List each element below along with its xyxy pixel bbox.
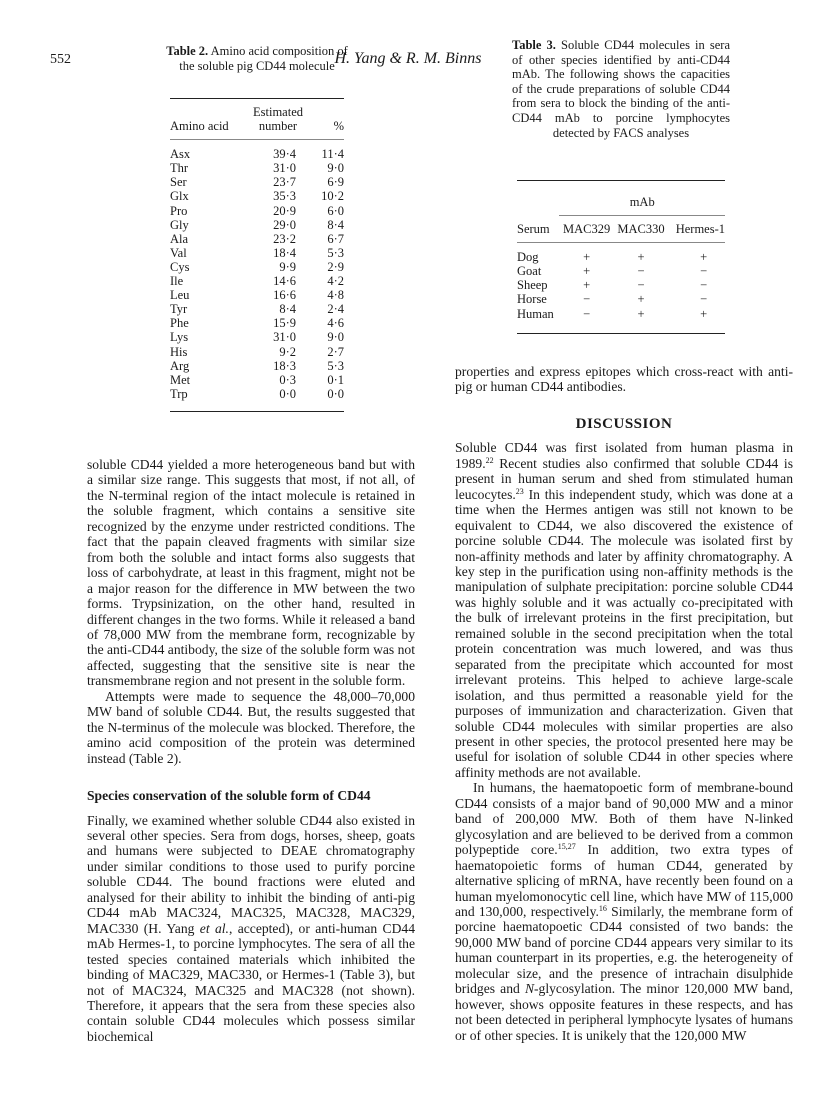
table2-cell: Ile [170, 274, 184, 289]
text-italic: et al. [199, 920, 229, 936]
table2-cell: 11·4 [321, 147, 344, 162]
table2-cell: 6·0 [327, 203, 344, 218]
table2-cell: 20·9 [273, 203, 296, 218]
page-number: 552 [50, 52, 71, 67]
table2-cell: 8·4 [327, 217, 344, 232]
table3-header: MAC329 [559, 216, 613, 243]
running-title: H. Yang & R. M. Binns [334, 50, 482, 67]
table3-header: MAC330 [614, 216, 668, 243]
table2-row [170, 175, 344, 189]
table3-cell: − [637, 264, 645, 279]
table2-row [170, 161, 344, 175]
table2-row [170, 204, 344, 218]
table2-row [170, 387, 344, 401]
table2-cell: 29·0 [273, 217, 296, 232]
table2-cell: 9·9 [279, 259, 296, 274]
table2-cell: Asx [170, 147, 191, 162]
text: -glycosylation. The minor 120,000 MW band, however, shows opposite features in these respects, and has not been detected in peripheral lymphocyte lysates of humans or of other species. It is unikely that the 120,000 MW [455, 981, 793, 1043]
table3-cell: + [583, 278, 591, 293]
table2-row [170, 246, 344, 260]
table2-row [170, 288, 344, 302]
table2-caption-text: Amino acid composition of the soluble pig CD44 molecule [179, 44, 348, 73]
paragraph: soluble CD44 yielded a more heterogeneous band but with a similar size range. This suggests that most, if not all, of the N-terminal region of the intact molecule is retained in the soluble fragment, which contains a sensitive site recognized by the enzyme under restricted conditions. The fact that the papain cleaved fragments with similar size from both the soluble and intact forms also suggests that loss of carbohydrate, at least in this fragment, might not be a major reason for the difference in MW between the two forms. Trypsinization, on the other hand, resulted in different changes in the two forms. While it released a band of 78,000 MW from the membrane form, recognizable by the anti-CD44 antibody, the size of the soluble form was not affected, suggesting that the sensitive site is near the transmembrane region and not present in the soluble form. [87, 457, 415, 689]
table2-cell: 9·2 [279, 344, 296, 359]
table2-cell: 9·0 [327, 330, 344, 345]
table2-cell: 2·7 [327, 344, 344, 359]
paragraph [87, 813, 415, 1045]
table2-cell: His [170, 344, 188, 359]
table3-row [517, 292, 725, 306]
reference: 16 [598, 903, 607, 913]
reference: 15,27 [557, 842, 576, 852]
table3-row [517, 278, 725, 292]
table2-cell: 2·4 [327, 302, 344, 317]
table2-cell: 31·0 [273, 161, 296, 176]
table2-cell: 2·9 [327, 259, 344, 274]
table3-cell: − [583, 306, 591, 321]
text-italic: N [524, 981, 535, 997]
table2-cell: Cys [170, 259, 190, 274]
table2-row [170, 232, 344, 246]
table3-cell: Horse [517, 292, 547, 307]
table2-cell: Ser [170, 175, 187, 190]
text: , accepted), or anti-human CD44 mAb Hermes-1, to porcine lymphocytes. The sera of all the tested species contained materials which inhibited the binding of MAC329, MAC330, or Hermes-1 (Table 3), but not of MAC324, MAC325 and MAC328 (not shown). Therefore, it appears that the sera from these species also contain soluble CD44 molecules which possess similar biochemical [87, 920, 415, 1044]
text: Soluble CD44 was first isolated from human plasma in 1989. [455, 440, 793, 471]
table3-header: Serum [517, 216, 559, 243]
table3-cell: + [583, 250, 591, 265]
section-heading: Species conservation of the soluble form of CD44 [87, 788, 371, 804]
table2-row [170, 189, 344, 203]
text: In addition, two extra types of haematopoietic forms of human CD44, generated by alternative splicing of mRNA, have recently been found on a human myelomonocytic cell line, which have MW of 115,000 and 130,000, respectively. [455, 842, 793, 919]
table2-cell: 6·7 [327, 231, 344, 246]
table2-cell: Pro [170, 203, 188, 218]
table2-cell: 0·3 [279, 372, 296, 387]
table2-row [170, 359, 344, 373]
table3-cell: Dog [517, 250, 539, 265]
table3-cell: + [700, 250, 708, 265]
table3-cell: − [700, 264, 708, 279]
table3-header: Hermes-1 [668, 216, 725, 243]
table3-cell: − [700, 292, 708, 307]
table2-cell: 14·6 [273, 274, 296, 289]
table2-row [170, 140, 344, 162]
paragraph [455, 780, 793, 1043]
table2-cell: 5·3 [327, 358, 344, 373]
table2-cell: Ala [170, 231, 189, 246]
table2-cell: 39·4 [273, 147, 296, 162]
table3-cell: + [583, 264, 591, 279]
table3-caption-text: Soluble CD44 molecules in sera of other species identified by anti-CD44 mAb. The following shows the capacities of the crude preparations of soluble CD44 from sera to block the binding of the anti-CD44 mAb to porcine lymphocytes detected by FACS analyses [512, 38, 730, 140]
table2-cell: 6·9 [327, 175, 344, 190]
table2-row [170, 316, 344, 330]
table2-cell: 0·0 [327, 386, 344, 401]
table2-cell: 15·9 [273, 316, 296, 331]
table2-cell: 4·8 [327, 288, 344, 303]
table2-cell: 8·4 [279, 302, 296, 317]
table2 [170, 98, 344, 412]
table2-cell: 31·0 [273, 330, 296, 345]
table2-cell: Gly [170, 217, 189, 232]
table2-cell: Leu [170, 288, 190, 303]
table2-cell: Glx [170, 189, 189, 204]
table2-cell: Val [170, 245, 187, 260]
table2-cell: Trp [170, 386, 188, 401]
text: Recent studies also confirmed that soluble CD44 is present in human serum and shed from stimulated human leucocytes. [455, 455, 793, 502]
table2-cell: Arg [170, 358, 190, 373]
table3-row [517, 264, 725, 278]
table2-header: % [310, 105, 344, 140]
table2-row [170, 373, 344, 387]
text: Finally, we examined whether soluble CD44 also existed in several other species. Sera from dogs, horses, sheep, goats and humans were subjected to DEAE chromatography under similar conditions to those used to purify porcine soluble CD44. The bound fractions were eluted and analysed for their ability to inhibit the binding of anti-pig CD44 mAb MAC324, MAC325, MAC328, MAC329, MAC330 (H. Yang [87, 812, 415, 936]
table2-cell: 0·0 [279, 386, 296, 401]
table3-cell: − [583, 292, 591, 307]
table2-row [170, 330, 344, 344]
table3-cell: Sheep [517, 278, 548, 293]
table3-cell: Goat [517, 264, 542, 279]
right-column [455, 364, 793, 1043]
table2-cell: 9·0 [327, 161, 344, 176]
table3-cell: − [700, 278, 708, 293]
table2-row [170, 260, 344, 274]
table2-cell: 10·2 [321, 189, 344, 204]
table3-cell: Human [517, 306, 554, 321]
table3-cell: + [637, 292, 645, 307]
reference: 22 [485, 455, 494, 465]
table3-row [517, 243, 725, 265]
table3-caption [512, 38, 730, 140]
text: In this independent study, which was done at a time when the Hermes antigen was still not known to be equivalent to CD44, we also discovered the existence of porcine soluble CD44. The molecule was isolated first by non-affinity methods and later by affinity chromatography. A key step in the purification using non-affinity methods is the manipulation of sulphate precipitation: porcine soluble CD44 was highly soluble and it was actually co-precipitated with the bulk of irrelevant proteins in the first precipitation, but remained soluble in the second precipitation when the total protein concentration was much lowered, and was thus separated from the precipitate which accounted for most irrelevant proteins. This helped to achieve large-scale isolation, and thus permitted a reasonable yield for the purposes of immunization and characterization. Given that soluble CD44 molecules with similar properties are also present in other species, the protocol presented here may be useful for isolation of soluble CD44 in other species where affinity methods are not available. [455, 486, 793, 780]
table2-cell: Thr [170, 161, 189, 176]
table2-header: Amino acid [170, 105, 246, 140]
paragraph: properties and express epitopes which cross-react with anti-pig or human CD44 antibodies. [455, 364, 793, 395]
table3-row [517, 307, 725, 321]
table2-cell: 18·4 [273, 245, 296, 260]
table3-cell: + [637, 250, 645, 265]
table2-cell: 4·6 [327, 316, 344, 331]
table2-cell: 16·6 [273, 288, 296, 303]
table3 [517, 180, 725, 334]
table2-cell: 35·3 [273, 189, 296, 204]
text: Similarly, the membrane form of porcine haematopoetic CD44 consisted of two bands: the 90,000 MW band of porcine CD44 appears very similar to its human counterpart in its properties, e.g. the heterogeneity of molecular size, and the presence of intrachain disulphide bridges and [455, 903, 793, 997]
table2-row [170, 302, 344, 316]
table2-cell: 23·7 [273, 175, 296, 190]
text: In humans, the haematopoetic form of membrane-bound CD44 consists of a major band of 90,000 MW and a minor band of 200,000 MW. Both of them have N-linked glycosylation and are believed to be derived from a common polypeptide core. [455, 780, 793, 858]
table3-cell: + [637, 306, 645, 321]
paragraph: Attempts were made to sequence the 48,000–70,000 MW band of soluble CD44. But, the results suggested that the N-terminus of the molecule was blocked. Therefore, the amino acid composition of the protein was determined instead (Table 2). [87, 688, 415, 766]
table2-cell: Met [170, 372, 191, 387]
table2-cell: Tyr [170, 302, 188, 317]
table2-cell: Phe [170, 316, 189, 331]
table2-cell: 5·3 [327, 245, 344, 260]
table3-cell: + [700, 306, 708, 321]
table2-header: Estimated number [246, 105, 310, 140]
table2-row [170, 274, 344, 288]
table3-cell: − [637, 278, 645, 293]
table3-caption-label: Table 3. [512, 38, 556, 52]
reference: 23 [515, 486, 524, 496]
table2-cell: 23·2 [273, 231, 296, 246]
left-column [87, 457, 415, 1044]
table2-row [170, 345, 344, 359]
table2-row [170, 218, 344, 232]
table2-cell: 4·2 [327, 274, 344, 289]
paragraph [455, 440, 793, 780]
table2-caption [160, 44, 354, 73]
table2-cell: 0·1 [327, 372, 344, 387]
table3-group-header: mAb [559, 195, 725, 216]
table2-cell: Lys [170, 330, 189, 345]
discussion-heading: DISCUSSION [575, 415, 673, 432]
table2-cell: 18·3 [273, 358, 296, 373]
table2-caption-label: Table 2. [166, 44, 209, 58]
